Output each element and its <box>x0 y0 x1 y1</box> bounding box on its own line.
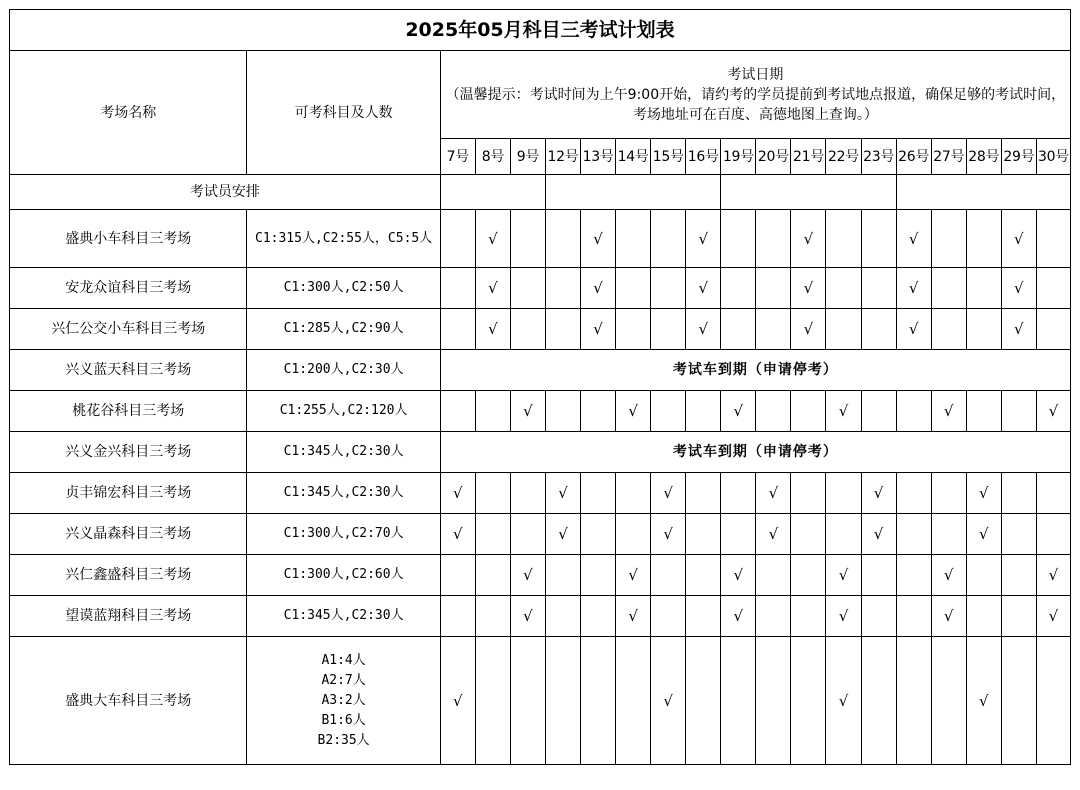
empty-cell <box>756 596 791 637</box>
venue-name: 兴义晶森科目三考场 <box>10 514 247 555</box>
check-mark: √ <box>616 555 651 596</box>
empty-cell <box>686 596 721 637</box>
empty-cell <box>826 309 861 350</box>
empty-cell <box>1001 555 1036 596</box>
empty-cell <box>861 309 896 350</box>
empty-cell <box>966 391 1001 432</box>
dates-header <box>440 51 1070 139</box>
empty-cell <box>616 514 651 555</box>
empty-cell <box>510 514 545 555</box>
empty-cell <box>931 268 966 309</box>
empty-cell <box>966 309 1001 350</box>
empty-cell <box>475 555 510 596</box>
empty-cell <box>756 268 791 309</box>
subjects-cell <box>247 350 440 391</box>
empty-cell <box>1036 309 1070 350</box>
empty-cell <box>721 210 756 268</box>
subject-quota: C1:300人,C2:70人 <box>283 526 404 541</box>
empty-cell <box>756 210 791 268</box>
check-mark: √ <box>966 514 1001 555</box>
check-mark: √ <box>440 514 475 555</box>
check-mark: √ <box>721 596 756 637</box>
check-mark: √ <box>686 210 721 268</box>
subject-quota: C1:255人,C2:120人 <box>279 403 408 418</box>
empty-cell <box>1036 473 1070 514</box>
check-mark: √ <box>1001 309 1036 350</box>
check-mark: √ <box>581 268 616 309</box>
examiner-label: 考试员安排 <box>10 175 441 210</box>
empty-cell <box>826 514 861 555</box>
empty-cell <box>651 268 686 309</box>
subjects-cell <box>247 268 440 309</box>
subjects-cell <box>247 391 440 432</box>
subjects-header: 可考科目及人数 <box>247 51 440 175</box>
venue-name: 兴义蓝天科目三考场 <box>10 350 247 391</box>
check-mark: √ <box>931 555 966 596</box>
empty-cell <box>440 391 475 432</box>
check-mark: √ <box>510 391 545 432</box>
empty-cell <box>966 596 1001 637</box>
empty-cell <box>475 391 510 432</box>
table-row <box>10 596 1071 637</box>
day-header-cell: 12号 <box>545 139 580 175</box>
table-row <box>10 391 1071 432</box>
subject-quota: B2:35人 <box>317 732 370 748</box>
empty-cell <box>440 309 475 350</box>
empty-cell <box>440 210 475 268</box>
day-header-cell: 13号 <box>581 139 616 175</box>
empty-cell <box>475 596 510 637</box>
check-mark: √ <box>721 555 756 596</box>
empty-cell <box>616 309 651 350</box>
day-header-cell: 19号 <box>721 139 756 175</box>
empty-cell <box>791 391 826 432</box>
page-title: 2025年05月科目三考试计划表 <box>10 10 1071 51</box>
day-header-cell: 16号 <box>686 139 721 175</box>
empty-cell <box>896 391 931 432</box>
check-mark: √ <box>686 268 721 309</box>
empty-cell <box>721 473 756 514</box>
empty-cell <box>651 210 686 268</box>
empty-cell <box>791 514 826 555</box>
day-header-cell: 14号 <box>616 139 651 175</box>
empty-cell <box>1036 637 1070 765</box>
check-mark: √ <box>510 596 545 637</box>
day-header-cell: 29号 <box>1001 139 1036 175</box>
empty-cell <box>1036 210 1070 268</box>
check-mark: √ <box>1036 555 1070 596</box>
check-mark: √ <box>791 210 826 268</box>
check-mark: √ <box>826 555 861 596</box>
subject-quota: C1:200人,C2:30人 <box>283 362 404 377</box>
subject-quota: C1:345人,C2:30人 <box>283 608 404 623</box>
check-mark: √ <box>651 514 686 555</box>
empty-cell <box>616 210 651 268</box>
empty-cell <box>896 473 931 514</box>
empty-cell <box>686 555 721 596</box>
day-header-cell: 7号 <box>440 139 475 175</box>
check-mark: √ <box>791 268 826 309</box>
venue-name: 贞丰锦宏科目三考场 <box>10 473 247 514</box>
empty-cell <box>721 268 756 309</box>
suspension-note: 考试车到期（申请停考） <box>440 432 1070 473</box>
empty-cell <box>861 637 896 765</box>
table-row <box>10 309 1071 350</box>
empty-cell <box>545 596 580 637</box>
table-row <box>10 473 1071 514</box>
empty-cell <box>791 555 826 596</box>
check-mark: √ <box>791 309 826 350</box>
examiner-cell <box>896 175 1070 210</box>
table-row <box>10 350 1071 391</box>
day-header-cell: 15号 <box>651 139 686 175</box>
empty-cell <box>1001 637 1036 765</box>
empty-cell <box>931 514 966 555</box>
check-mark: √ <box>475 309 510 350</box>
subject-quota: C1:315人,C2:55人，C5:5人 <box>255 230 433 246</box>
venue-name: 盛典小车科目三考场 <box>10 210 247 268</box>
table-row <box>10 514 1071 555</box>
check-mark: √ <box>896 210 931 268</box>
venue-header: 考场名称 <box>10 51 247 175</box>
check-mark: √ <box>826 391 861 432</box>
empty-cell <box>756 391 791 432</box>
empty-cell <box>581 473 616 514</box>
check-mark: √ <box>1036 596 1070 637</box>
empty-cell <box>931 637 966 765</box>
empty-cell <box>756 309 791 350</box>
check-mark: √ <box>1036 391 1070 432</box>
check-mark: √ <box>896 268 931 309</box>
check-mark: √ <box>826 596 861 637</box>
check-mark: √ <box>721 391 756 432</box>
empty-cell <box>826 268 861 309</box>
subject-quota: C1:300人,C2:60人 <box>283 567 404 582</box>
empty-cell <box>861 555 896 596</box>
check-mark: √ <box>475 210 510 268</box>
empty-cell <box>896 596 931 637</box>
subjects-cell <box>247 432 440 473</box>
empty-cell <box>475 473 510 514</box>
empty-cell <box>931 473 966 514</box>
empty-cell <box>896 514 931 555</box>
check-mark: √ <box>826 637 861 765</box>
dates-header-title: 考试日期 <box>727 66 784 83</box>
subjects-cell <box>247 555 440 596</box>
check-mark: √ <box>581 309 616 350</box>
empty-cell <box>1036 514 1070 555</box>
empty-cell <box>510 210 545 268</box>
empty-cell <box>721 309 756 350</box>
empty-cell <box>896 637 931 765</box>
check-mark: √ <box>931 391 966 432</box>
empty-cell <box>1001 596 1036 637</box>
check-mark: √ <box>931 596 966 637</box>
empty-cell <box>686 473 721 514</box>
empty-cell <box>581 637 616 765</box>
empty-cell <box>791 596 826 637</box>
venue-name: 兴仁鑫盛科目三考场 <box>10 555 247 596</box>
subject-quota: C1:345人,C2:30人 <box>283 444 404 459</box>
check-mark: √ <box>756 514 791 555</box>
empty-cell <box>1001 391 1036 432</box>
empty-cell <box>826 473 861 514</box>
empty-cell <box>616 637 651 765</box>
subject-quota: A2:7人 <box>321 672 366 688</box>
empty-cell <box>651 596 686 637</box>
check-mark: √ <box>545 514 580 555</box>
empty-cell <box>1001 473 1036 514</box>
subjects-cell <box>247 637 440 765</box>
dates-header-note: （温馨提示：考试时间为上午9:00开始，请约考的学员提前到考试地点报道，确保足够的考试时间，考场地址可在百度、高德地图上查询。） <box>445 86 1066 123</box>
empty-cell <box>791 473 826 514</box>
subjects-cell <box>247 514 440 555</box>
empty-cell <box>440 268 475 309</box>
check-mark: √ <box>686 309 721 350</box>
venue-name: 盛典大车科目三考场 <box>10 637 247 765</box>
check-mark: √ <box>616 596 651 637</box>
empty-cell <box>616 268 651 309</box>
empty-cell <box>756 555 791 596</box>
empty-cell <box>651 309 686 350</box>
empty-cell <box>475 637 510 765</box>
check-mark: √ <box>440 473 475 514</box>
day-header-cell: 26号 <box>896 139 931 175</box>
empty-cell <box>616 473 651 514</box>
empty-cell <box>545 309 580 350</box>
empty-cell <box>545 268 580 309</box>
empty-cell <box>1036 268 1070 309</box>
day-header-cell: 23号 <box>861 139 896 175</box>
table-row <box>10 268 1071 309</box>
subjects-cell <box>247 473 440 514</box>
check-mark: √ <box>861 473 896 514</box>
examiner-cell <box>440 175 545 210</box>
examiner-row <box>10 175 1071 210</box>
check-mark: √ <box>861 514 896 555</box>
empty-cell <box>861 268 896 309</box>
check-mark: √ <box>1001 210 1036 268</box>
table-row <box>10 637 1071 765</box>
subject-quota: B1:6人 <box>321 712 366 728</box>
empty-cell <box>510 473 545 514</box>
check-mark: √ <box>510 555 545 596</box>
subject-quota: A3:2人 <box>321 692 366 708</box>
empty-cell <box>861 596 896 637</box>
empty-cell <box>791 637 826 765</box>
empty-cell <box>861 210 896 268</box>
check-mark: √ <box>581 210 616 268</box>
empty-cell <box>545 210 580 268</box>
subject-quota: A1:4人 <box>321 652 366 668</box>
empty-cell <box>721 514 756 555</box>
check-mark: √ <box>966 473 1001 514</box>
day-header-cell: 9号 <box>510 139 545 175</box>
empty-cell <box>510 309 545 350</box>
empty-cell <box>826 210 861 268</box>
table-row <box>10 555 1071 596</box>
empty-cell <box>686 391 721 432</box>
table-row <box>10 432 1071 473</box>
empty-cell <box>686 514 721 555</box>
day-header-cell: 30号 <box>1036 139 1070 175</box>
venue-name: 望谟蓝翔科目三考场 <box>10 596 247 637</box>
empty-cell <box>896 555 931 596</box>
table-row <box>10 210 1071 268</box>
empty-cell <box>475 514 510 555</box>
check-mark: √ <box>651 473 686 514</box>
empty-cell <box>545 555 580 596</box>
empty-cell <box>931 309 966 350</box>
empty-cell <box>545 637 580 765</box>
check-mark: √ <box>545 473 580 514</box>
suspension-note: 考试车到期（申请停考） <box>440 350 1070 391</box>
subject-quota: C1:285人,C2:90人 <box>283 321 404 336</box>
empty-cell <box>651 391 686 432</box>
check-mark: √ <box>475 268 510 309</box>
empty-cell <box>581 391 616 432</box>
subjects-cell <box>247 309 440 350</box>
empty-cell <box>931 210 966 268</box>
subject-quota: C1:300人,C2:50人 <box>283 280 404 295</box>
venue-name: 兴仁公交小车科目三考场 <box>10 309 247 350</box>
empty-cell <box>756 637 791 765</box>
empty-cell <box>581 596 616 637</box>
check-mark: √ <box>896 309 931 350</box>
day-header-cell: 28号 <box>966 139 1001 175</box>
empty-cell <box>510 268 545 309</box>
empty-cell <box>651 555 686 596</box>
day-header-cell: 27号 <box>931 139 966 175</box>
empty-cell <box>686 637 721 765</box>
empty-cell <box>721 637 756 765</box>
empty-cell <box>510 637 545 765</box>
check-mark: √ <box>616 391 651 432</box>
day-header-cell: 20号 <box>756 139 791 175</box>
day-header-cell: 21号 <box>791 139 826 175</box>
subject-quota: C1:345人,C2:30人 <box>283 485 404 500</box>
empty-cell <box>440 555 475 596</box>
empty-cell <box>966 210 1001 268</box>
empty-cell <box>966 555 1001 596</box>
check-mark: √ <box>440 637 475 765</box>
empty-cell <box>440 596 475 637</box>
day-header-cell: 8号 <box>475 139 510 175</box>
empty-cell <box>581 514 616 555</box>
subjects-cell <box>247 596 440 637</box>
examiner-cell <box>545 175 720 210</box>
subjects-cell <box>247 210 440 268</box>
venue-name: 安龙众谊科目三考场 <box>10 268 247 309</box>
empty-cell <box>1001 514 1036 555</box>
day-header-cell: 22号 <box>826 139 861 175</box>
empty-cell <box>861 391 896 432</box>
venue-name: 桃花谷科目三考场 <box>10 391 247 432</box>
empty-cell <box>581 555 616 596</box>
check-mark: √ <box>651 637 686 765</box>
check-mark: √ <box>756 473 791 514</box>
venue-name: 兴义金兴科目三考场 <box>10 432 247 473</box>
check-mark: √ <box>1001 268 1036 309</box>
empty-cell <box>966 268 1001 309</box>
check-mark: √ <box>966 637 1001 765</box>
examiner-cell <box>721 175 896 210</box>
empty-cell <box>545 391 580 432</box>
exam-schedule-table <box>9 9 1071 765</box>
